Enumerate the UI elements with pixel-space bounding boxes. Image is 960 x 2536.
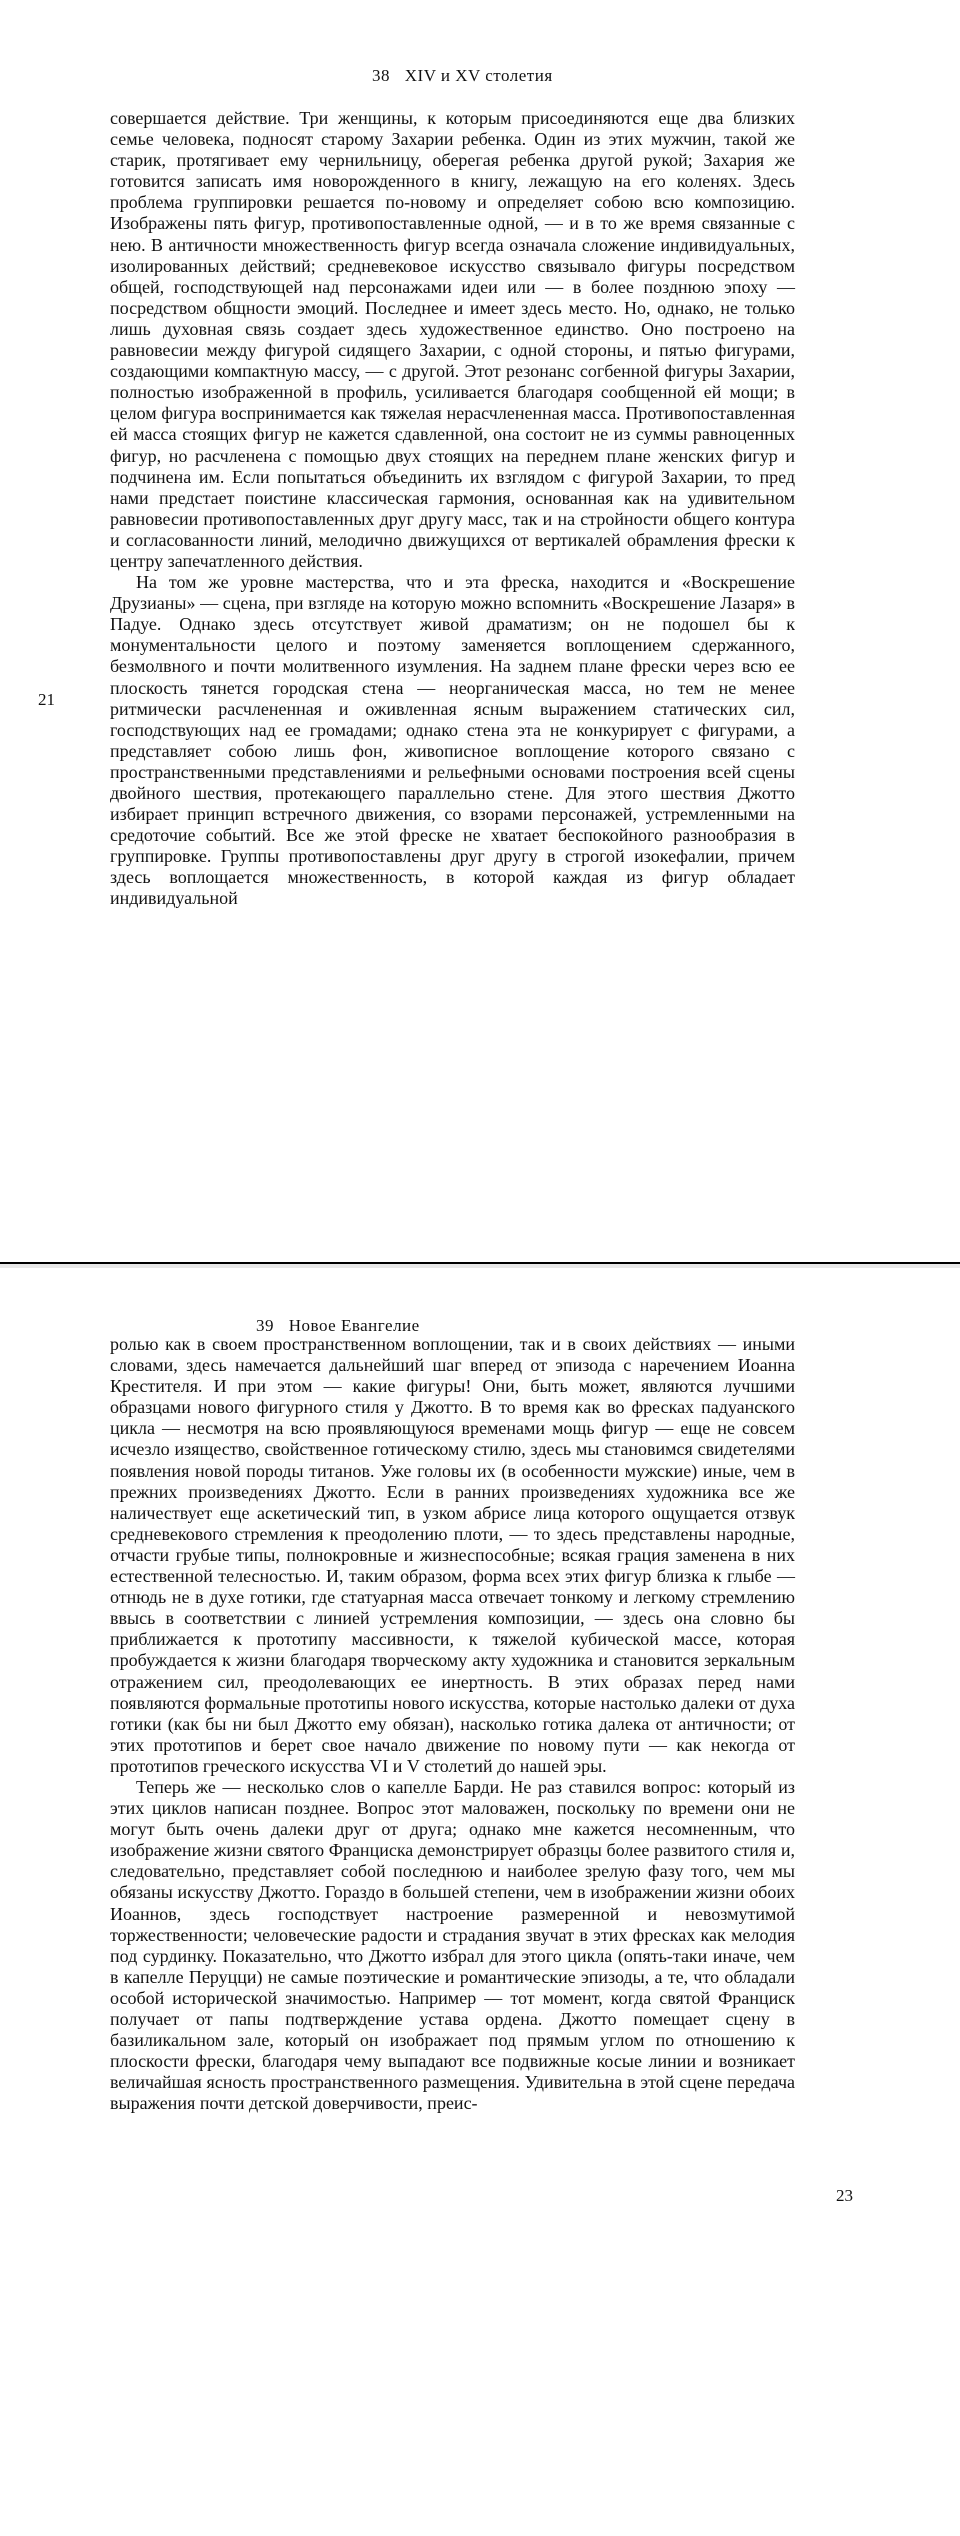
paragraph: Теперь же — несколько слов о капелле Барди. Не раз ставился вопрос: который из этих циклов написан позднее. Вопрос этот маловажен, поскольку по времени они не могут быть очень далеки друг от друга; однако мне кажется несомненным, что изображение жизни святого Франциска демонстрирует образцы более развитого стиля и, следовательно, представляет собой последнюю и наиболее зрелую фазу того, чем мы обязаны искусству Джотто. Гораздо в большей степени, чем в изображении жизни обоих Иоаннов, здесь господствует настроение размеренной и невозмутимой торжественности; человеческие радости и страдания звучат в этих фресках как мелодия под сурдинку. Показательно, что Джотто избрал для этого цикла (опять-таки иначе, чем в капелле Перуцци) не самые поэтические и романтические эпизоды, а те, что обладали особой исторической значимостью. Например — тот момент, когда святой Франциск получает от папы подтверждение устава ордена. Джотто помещает сцену в базиликальном зале, который он изображает под прямым углом по отношению к плоскости фрески, благодаря чему выпадают все подвижные косые линии и возникает величайшая ясность пространственного размещения. Удивительна в этой сцене передача выражения почти детской доверчивости, преис- bbox=[110, 1776, 795, 2114]
running-head bbox=[372, 66, 553, 86]
paragraph-continued: совершается действие. Три женщины, к которым присоединяются еще два близких семье человека, подносят старому Захарии ребенка. Один из этих мужчин, такой же старик, протягивает ему чернильницу, оберегая ребенка другой рукой; Захария же готовится записать имя новорожденного в книгу, лежащую на его коленях. Здесь проблема группировки решается по-новому и определяет собою всю композицию. Изображены пять фигур, противопоставленные одной, — и в то же время связанные с нею. В античности множественность фигур всегда означала сложение индивидуальных, изолированных действий; средневековое искусство связывало фигуры посредством общей, господствующей над персонажами идеи или — в более позднюю эпоху — посредством общности эмоций. Последнее и имеет здесь место. Но, однако, не только лишь духовная связь создает здесь художественное единство. Оно построено на равновесии между фигурой сидящего Захарии, с одной стороны, и пятью фигурами, создающими компактную массу, — с другой. Этот резонанс согбенной фигуры Захарии, полностью изображенной в профиль, усиливается благодаря сообщенной ей мощи; в целом фигура воспринимается как тяжелая нерасчлененная масса. Противопоставленная ей масса стоящих фигур не кажется сдавленной, она состоит не из суммы равноценных фигур, но расчленена с помощью двух стоящих на переднем плане женских фигур и подчинена им. Если попытаться объединить их взглядом с фигурой Захарии, то пред нами предстает поистине классическая гармония, основанная как на удивительном равновесии противопоставленных друг другу масс, так и на стройности общего контура и согласованности линий, мелодично движущихся от вертикалей обрамления фрески к центру запечатленного действия. bbox=[110, 108, 795, 571]
paragraph: На том же уровне мастерства, что и эта фреска, находится и «Воскрешение Друзианы» — сцена, при взгляде на которую можно вспомнить «Воскрешение Лазаря» в Падуе. Однако здесь отсутствует живой драматизм; он не подошел бы к монументальности целого и поэтому заменяется воплощением сдержанного, безмолвного и почти молитвенного изумления. На заднем плане фрески через всю ее плоскость тянется городская стена — неорганическая масса, но тем не менее ритмически расчлененная и оживленная ясным выражением статических сил, господствующих над ее громадами; однако стена эта не конкурирует с фигурами, а представляет собою лишь фон, живописное воплощение которого связано с пространственными представлениями и рельефными основами построения всей сцены двойного шествия, протекающего параллельно стене. Для этого шествия Джотто избирает принцип встречного движения, со взорами персонажей, устремленными на средоточие событий. Все же этой фреске не хватает беспокойного разнообразия в группировке. Группы противопоставлены друг другу в строгой изокефалии, причем здесь воплощается множественность, в которой каждая из фигур обладает индивидуальной bbox=[110, 572, 795, 909]
chapter-title: Новое Евангелие bbox=[288, 1316, 420, 1335]
page-number: 38 bbox=[372, 66, 390, 85]
running-head bbox=[256, 1316, 420, 1336]
page-number: 39 bbox=[256, 1316, 274, 1335]
margin-illustration-reference: 21 bbox=[38, 690, 55, 709]
paragraph-continued: ролью как в своем пространственном воплощении, так и в своих действиях — иными словами, здесь намечается дальнейший шаг вперед от эпизода с наречением Иоанна Крестителя. И при этом — какие фигуры! Они, быть может, являются лучшими образцами нового фигурного стиля у Джотто. В то время как во фресках падуанского цикла — несмотря на всю проявляющуюся временами мощь фигур — еще не совсем исчезло изящество, свойственное готическому стилю, здесь мы становимся свидетелями появления новой породы титанов. Уже головы их (в особенности мужские) иные, чем в прежних произведениях Джотто. Если в ранних произведениях художника все же наличествует еще аскетический тип, в узком абрисе лица которого ощущается отзвук средневекового стремления к преодолению плоти, — то здесь представлены народные, отчасти грубые типы, полнокровные и жизнеспособные; всякая грация заменена в них естественной телесностью. И, таким образом, форма всех этих фигур близка к глыбе — отнюдь не в духе готики, где статуарная масса отвечает тонкому и легкому стремлению ввысь в соответствии с линией устремления композиции, — здесь она словно бы приближается к прототипу массивности, к тяжелой кубической массе, которая пробуждается к жизни благодаря творческому акту художника и становится зеркальным отражением сил, преодолевающих ее инертность. В этих образах перед нами появляются формальные прототипы нового искусства, которые настолько далеки от духа готики (как бы ни был Джотто ему обязан), насколько готика далека от античности; от этих прототипов и берет свое начало движение по новому пути — как некогда от прототипов греческого искусства VI и V столетий до нашей эры. bbox=[110, 1334, 795, 1776]
body-text bbox=[110, 108, 795, 910]
body-text bbox=[110, 1334, 795, 2114]
margin-illustration-reference: 23 bbox=[836, 2186, 853, 2205]
book-page-38 bbox=[0, 0, 960, 1262]
book-page-39 bbox=[0, 1268, 960, 2536]
chapter-title: XIV и XV столетия bbox=[404, 66, 553, 85]
